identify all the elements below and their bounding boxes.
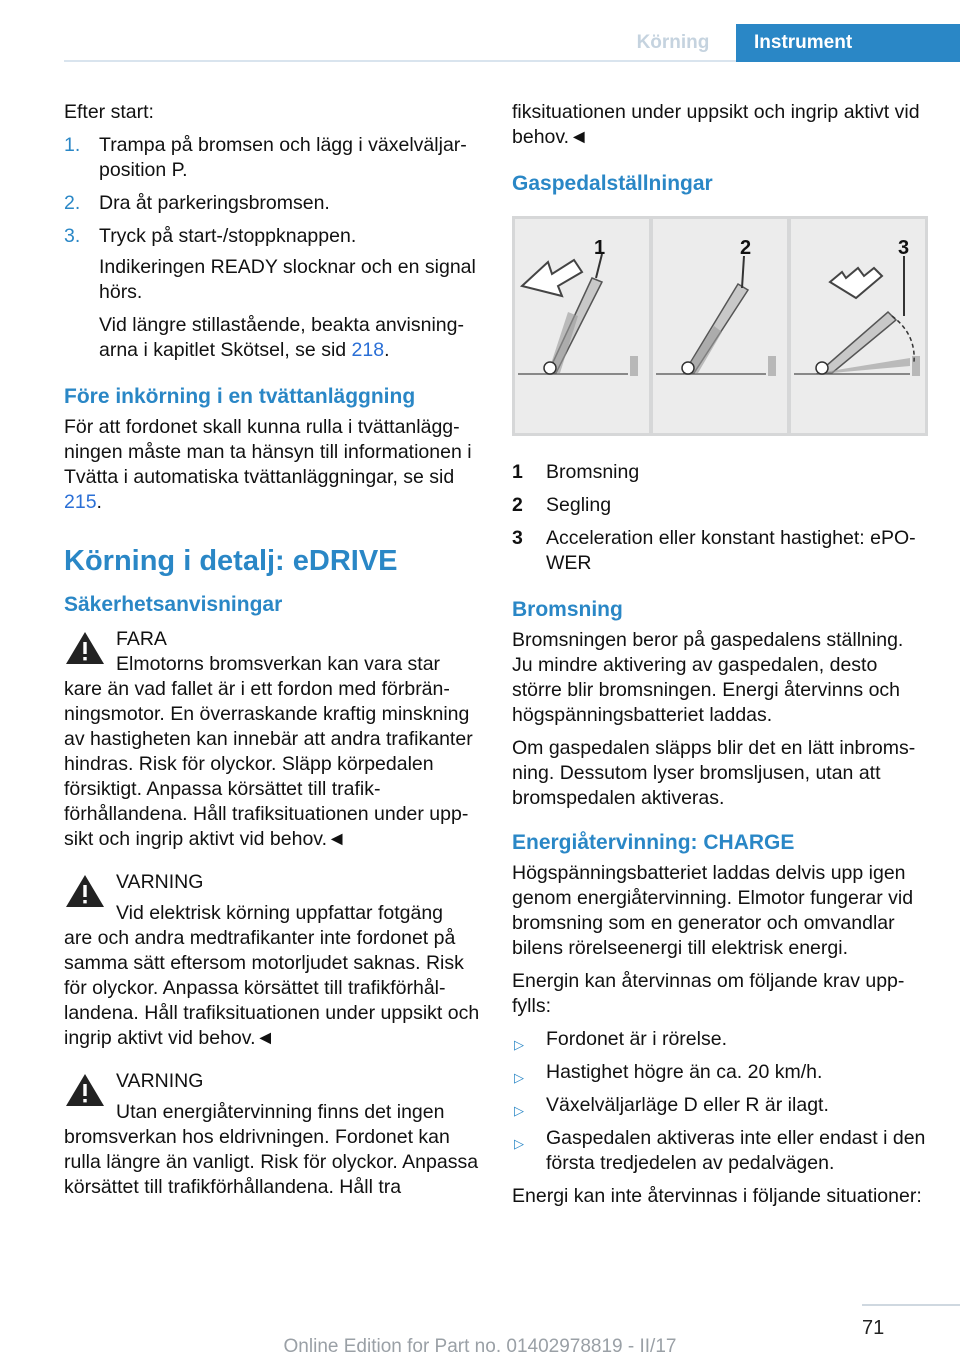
header-section: Körning [636, 32, 710, 53]
heading-charge: Energiåtervinning: CHARGE [512, 831, 795, 854]
bullet-icon: ▷ [514, 1103, 524, 1118]
bullet-icon: ▷ [514, 1070, 524, 1085]
left-column [64, 100, 482, 1210]
wash-text: För att fordonet skall kunna rulla i tvättanläggningen måste man ta hänsyn till informationen i Tvätta i automatiska tvättanläggningar, se sid 215. [64, 416, 472, 513]
list-item: ▷ Hastighet högre än ca. 20 km/h. [512, 1060, 928, 1085]
legend-item: 3 Acceleration eller konstant hastighet: ePOWER [512, 527, 916, 574]
pedal-position-figure [512, 216, 928, 436]
warning-first-line: Elmotorns bromsverkan kan vara star [116, 653, 441, 675]
charge-text-2: Energin kan återvinnas om följande krav uppfylls: [512, 970, 905, 1017]
warning-first-line: Utan energiåtervinning finns det ingen [116, 1101, 445, 1123]
warning-icon [64, 629, 106, 667]
legend-item: 1 Bromsning [512, 461, 640, 483]
step3-note-2: Vid längre stillastående, beakta anvisningarna i kapitlet Skötsel, se sid 218. [99, 314, 464, 361]
page-link-218[interactable]: 218 [351, 339, 385, 361]
pedal-illustration [512, 216, 928, 436]
warning-first-line: Vid elektrisk körning uppfattar fotgäng [116, 902, 444, 924]
legend-item: 2 Segling [512, 494, 612, 516]
right-column [512, 100, 928, 1217]
warning-block [64, 870, 482, 1051]
warning-block [64, 627, 482, 852]
warning-label: FARA [116, 628, 167, 650]
bullet-icon: ▷ [514, 1037, 524, 1052]
list-item: 1. Trampa på bromsen och lägg i växelväljarposition P. [64, 134, 467, 181]
bullet-icon: ▷ [514, 1136, 524, 1151]
list-item: 3. Tryck på start-/stoppknappen. [64, 225, 357, 247]
heading-braking: Bromsning [512, 598, 623, 621]
edition-footer: Online Edition for Part no. 01402978819 - II/17 [283, 1336, 677, 1357]
figure-legend [512, 460, 928, 576]
header-chapter-tab: Instrument [736, 24, 960, 62]
braking-text-2: Om gaspedalen släpps blir det en lätt inbromsning. Dessutom lyser bromsljusen, utan att bromspedalen aktiveras. [512, 737, 916, 809]
footer-rule [862, 1304, 960, 1306]
charge-conditions [512, 1027, 928, 1176]
warning-text: are och andra medtrafikanter inte fordonet på samma sätt eftersom motorljudet saknas. Risk för olyckor. Anpassa körsättet till trafikförhållandena. Håll trafiksituationen under uppsikt och ingrip aktivt vid behov.◄ [64, 927, 480, 1049]
warning-label: VARNING [116, 871, 204, 893]
intro-text: Efter start: [64, 101, 154, 123]
braking-text-1: Bromsningen beror på gaspedalens ställning. Ju mindre aktivering av gaspedalen, desto större blir bromsningen. Energi återvinns och högspänningsbatteriet laddas. [512, 629, 904, 726]
figure-label-1: 1 [594, 237, 606, 259]
figure-label-3: 3 [898, 237, 910, 259]
warning-text: kare än vad fallet är i ett fordon med förbränningsmotor. En överraskande kraftig minskning av hastigheten kan innebär att andra trafikanter hindras. Risk för olyckor. Släpp körpedalen försiktigt. Anpassa körsättet till trafikförhållandena. Håll trafiksituationen under uppsikt och ingrip aktivt vid behov.◄ [64, 678, 473, 850]
heading-pedal-positions: Gaspedalställningar [512, 172, 713, 195]
continued-text: fiksituationen under uppsikt och ingrip aktivt vid behov.◄ [512, 101, 920, 148]
start-steps [64, 133, 482, 249]
step3-note: Indikeringen READY slocknar och en signal hörs. [99, 256, 476, 303]
warning-icon [64, 1071, 106, 1109]
charge-text-1: Högspänningsbatteriet laddas delvis upp igen genom energiåtervinning. Elmotor fungerar vid bromsning som en generator och omvandlar bilens rörelseenergi till elektrisk energi. [512, 862, 914, 959]
heading-main: Körning i detalj: eDRIVE [64, 545, 398, 577]
list-item: ▷ Fordonet är i rörelse. [512, 1027, 928, 1052]
heading-wash: Före inkörning i en tvättanläggning [64, 385, 416, 408]
list-item: 2. Dra åt parkeringsbromsen. [64, 192, 330, 214]
warning-text: bromsverkan hos eldrivningen. Fordonet kan rulla längre än vanligt. Risk för olyckor. Anpassa körsättet till trafikförhållandena. Håll tra [64, 1126, 479, 1198]
list-item: ▷ Växelväljarläge D eller R är ilagt. [512, 1093, 928, 1118]
page-link-215[interactable]: 215 [64, 491, 97, 513]
warning-label: VARNING [116, 1070, 204, 1092]
figure-label-2: 2 [740, 237, 752, 259]
page-number: 71 [862, 1317, 885, 1339]
charge-text-3: Energi kan inte återvinnas i följande situationer: [512, 1185, 922, 1207]
warning-icon [64, 872, 106, 910]
heading-safety: Säkerhetsanvisningar [64, 593, 283, 616]
warning-block [64, 1069, 482, 1200]
list-item: ▷ Gaspedalen aktiveras inte eller endast i den första tredjedelen av pedalvägen. [514, 1127, 926, 1174]
